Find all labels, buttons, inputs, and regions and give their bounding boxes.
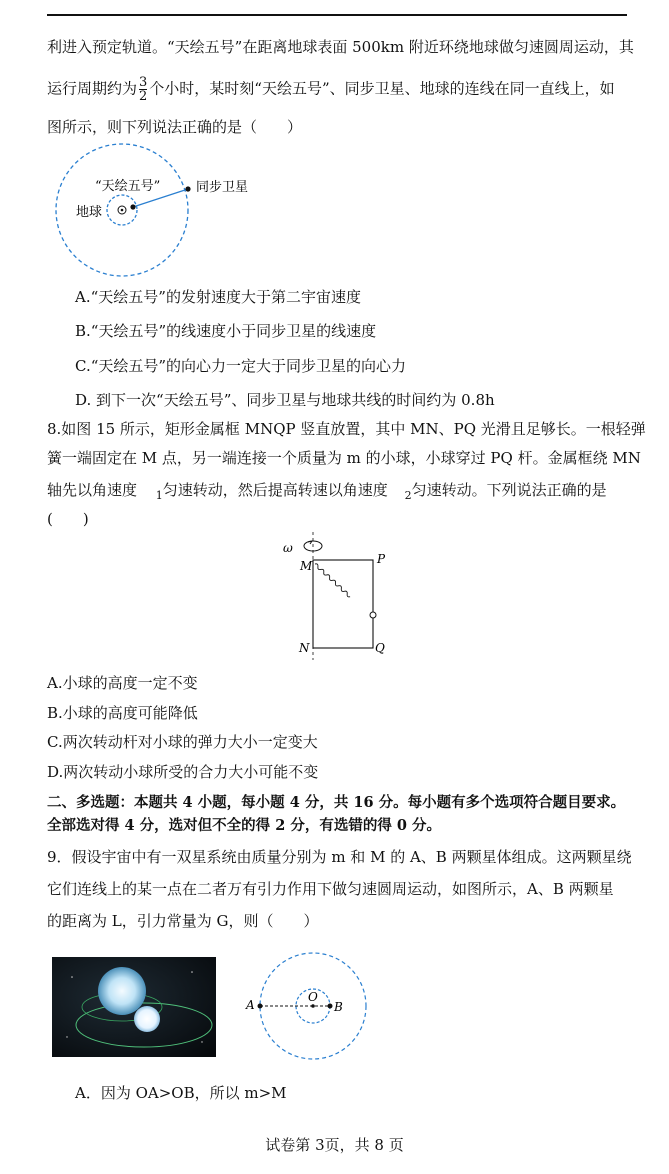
q7-option-a: A.“天绘五号”的发射速度大于第二宇宙速度 [75,288,361,306]
earth-center-dot [121,209,124,212]
q9-line-3: 的距离为 L，引力常量为 G，则（ ） [47,912,319,930]
star-a-dot [258,1004,263,1009]
q9-line-1: 9．假设宇宙中有一双星系统由质量分别为 m 和 M 的 A、B 两颗星体组成。这两颗星绕 [47,848,632,866]
label-m: M [300,559,313,573]
section-2-heading-line-2: 全部选对得 4 分，选对但不全的得 2 分，有选错的得 0 分。 [47,817,442,834]
arrowhead-icon [308,541,312,544]
q8-line-2: 簧一端固定在 M 点，另一端连接一个质量为 m 的小球，小球穿过 PQ 杆。金属框绕 MN [47,449,641,467]
label-earth: 地球 [76,205,103,220]
label-q: Q [375,641,385,655]
fraction-denominator: 2 [139,89,148,104]
period-fraction [139,76,147,103]
q8-line-1: 8.如图 15 所示，矩形金属框 MNQP 竖直放置，其中 MN、PQ 光滑且足够长。一根轻弹 [47,420,646,438]
q7-option-d: D. 到下一次“天绘五号”、同步卫星与地球共线的时间约为 0.8h [75,391,495,409]
binary-orbit-diagram [240,950,370,1065]
small-star-icon [134,1006,160,1032]
q7-line-2 [47,76,629,103]
large-star-icon [98,967,146,1015]
q9-option-a: A．因为 OA>OB，所以 m>M [75,1084,287,1102]
orbit-figure [45,142,265,282]
q7-line-3: 图所示，则下列说法正确的是（ ） [47,118,303,136]
label-a: A [246,998,255,1012]
q8-line-3-c: 匀速转动。下列说法正确的是 [411,481,607,499]
fraction-numerator: 3 [139,75,148,90]
satellite-dot [130,204,135,209]
section-2-heading-line-1: 二、多选题：本题共 4 小题，每小题 4 分，共 16 分。每小题有多个选项符合题目要求。 [47,794,626,811]
label-o: O [308,990,318,1004]
q7-line-2-post: 个小时，某时刻“天绘五号”、同步卫星、地球的连线在同一直线上，如 [149,79,615,98]
q7-option-b: B.“天绘五号”的线速度小于同步卫星的线速度 [75,322,377,340]
ball [370,612,376,618]
frame-figure [280,532,395,662]
q8-option-d: D.两次转动小球所受的合力大小可能不变 [47,763,319,781]
q8-line-3 [47,479,629,507]
center-o-dot [311,1004,315,1008]
q7-option-c: C.“天绘五号”的向心力一定大于同步卫星的向心力 [75,357,407,375]
q8-option-c: C.两次转动杆对小球的弹力大小一定变大 [47,733,318,751]
q8-line-3-b: 匀速转动，然后提高转速以角速度 [162,481,388,499]
label-p: P [377,552,386,566]
label-n: N [299,641,310,655]
label-omega: ω [283,541,293,555]
label-b: B [334,1000,343,1014]
q7-line-2-pre: 运行周期约为 [47,79,138,98]
q8-option-b: B.小球的高度可能降低 [47,704,198,722]
star-b-dot [328,1004,333,1009]
spring-icon [314,563,351,598]
q9-line-2: 它们连线上的某一点在二者万有引力作用下做匀速圆周运动，如图所示，A、B 两颗星 [47,880,614,898]
geo-satellite-dot [185,186,190,191]
label-geo-satellite: 同步卫星 [196,180,249,195]
binary-star-photo [52,957,216,1057]
label-tianhui: “天绘五号” [95,179,161,194]
metal-frame [313,560,373,648]
top-rule [47,14,627,16]
omega1-subscript: 1 [155,489,163,502]
q7-line-1: 利进入预定轨道。“天绘五号”在距离地球表面 500km 附近环绕地球做匀速圆周运动，其 [47,38,634,56]
omega2-subscript: 2 [404,489,412,502]
q8-line-3-a: 轴先以角速度 [47,481,138,499]
page-footer: 试卷第 3页，共 8 页 [265,1136,404,1154]
q8-option-a: A.小球的高度一定不变 [47,674,198,692]
q8-line-4: ( ) [47,510,89,528]
